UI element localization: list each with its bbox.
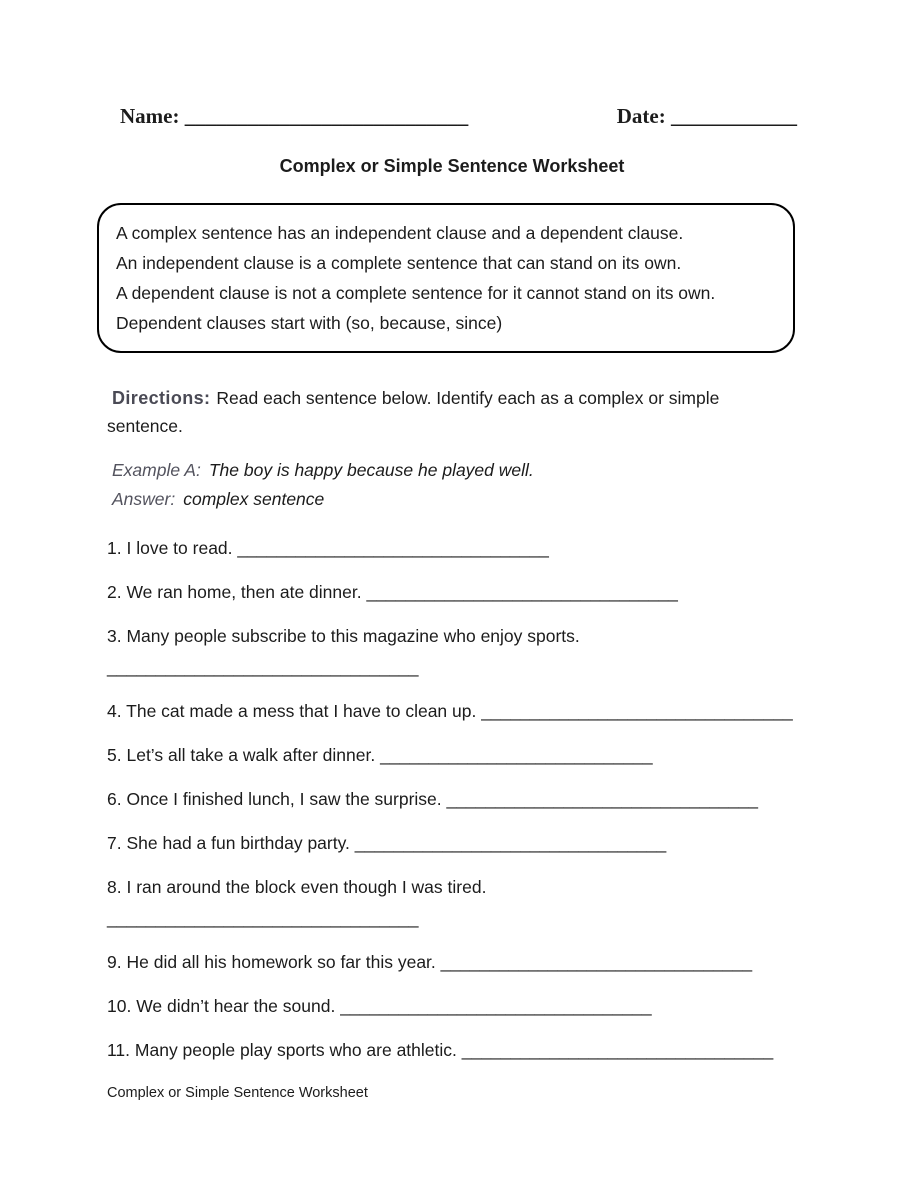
item-text: The cat made a mess that I have to clean up.	[126, 701, 477, 721]
date-blank-line: ____________	[671, 104, 797, 128]
item-number: 3.	[107, 626, 122, 646]
item-number: 5.	[107, 745, 122, 765]
footer-title: Complex or Simple Sentence Worksheet	[107, 1085, 368, 1101]
item-text: Many people play sports who are athletic.	[134, 1040, 457, 1060]
item-number: 7.	[107, 833, 122, 853]
example-label: Example A:	[112, 460, 201, 480]
answer-blank: ________________________________	[366, 582, 678, 602]
answer-blank: ________________________________	[107, 657, 419, 677]
definition-line: A dependent clause is not a complete sentence for it cannot stand on its own.	[116, 283, 716, 303]
example-sentence: The boy is happy because he played well.	[208, 460, 534, 480]
question-item-8	[107, 877, 797, 929]
item-text: I ran around the block even though I was tired.	[126, 877, 487, 897]
item-number: 2.	[107, 582, 122, 602]
answer-blank: ________________________________	[446, 789, 758, 809]
item-text: I love to read.	[126, 538, 233, 558]
question-item-5	[107, 745, 797, 766]
answer-blank: ________________________________	[354, 833, 667, 853]
question-item-4	[107, 701, 797, 722]
answer-blank: ________________________________	[237, 538, 549, 558]
definition-box	[97, 203, 795, 353]
date-label: Date:	[616, 104, 666, 128]
question-item-2	[107, 582, 797, 603]
definition-line: Dependent clauses start with (so, because, since)	[116, 313, 503, 333]
answer-blank: ________________________________	[340, 996, 652, 1016]
header-row	[120, 103, 797, 129]
directions	[107, 384, 799, 440]
name-label: Name:	[120, 104, 180, 128]
name-blank-line: ___________________________	[184, 104, 469, 128]
answer-blank: ________________________________	[481, 701, 793, 721]
item-text: We ran home, then ate dinner.	[126, 582, 362, 602]
item-number: 10.	[107, 996, 132, 1016]
answer-line	[107, 485, 797, 514]
directions-text: Read each sentence below. Identify each as a complex or simple sentence.	[107, 388, 720, 436]
definition-line: An independent clause is a complete sentence that can stand on its own.	[116, 253, 682, 273]
page-title: Complex or Simple Sentence Worksheet	[279, 156, 625, 176]
item-text: Let’s all take a walk after dinner.	[126, 745, 376, 765]
question-list	[107, 538, 797, 1061]
item-number: 9.	[107, 952, 122, 972]
question-item-10	[107, 996, 797, 1017]
item-number: 1.	[107, 538, 122, 558]
question-item-7	[107, 833, 797, 854]
answer-blank: ____________________________	[380, 745, 653, 765]
answer-blank: ________________________________	[440, 952, 753, 972]
answer-label: Answer:	[112, 489, 176, 509]
name-field	[120, 103, 468, 129]
item-number: 4.	[107, 701, 122, 721]
item-text: He did all his homework so far this year.	[126, 952, 436, 972]
example-line	[107, 456, 797, 485]
item-number: 6.	[107, 789, 122, 809]
question-item-1	[107, 538, 797, 559]
item-number: 11.	[107, 1040, 131, 1060]
definition-line: A complex sentence has an independent clause and a dependent clause.	[116, 223, 684, 243]
item-text: She had a fun birthday party.	[126, 833, 350, 853]
question-item-3	[107, 626, 797, 678]
item-text: Once I finished lunch, I saw the surprise.	[126, 789, 442, 809]
directions-label: Directions:	[112, 388, 211, 408]
question-item-9	[107, 952, 797, 973]
item-text: We didn’t hear the sound.	[136, 996, 336, 1016]
item-number: 8.	[107, 877, 122, 897]
question-item-11	[107, 1040, 797, 1061]
answer-blank: ________________________________	[461, 1040, 774, 1060]
item-text: Many people subscribe to this magazine who enjoy sports.	[126, 626, 580, 646]
answer-blank: ________________________________	[107, 908, 419, 928]
example-block	[107, 456, 797, 514]
question-item-6	[107, 789, 797, 810]
date-field	[617, 103, 797, 129]
answer-text: complex sentence	[183, 489, 325, 509]
